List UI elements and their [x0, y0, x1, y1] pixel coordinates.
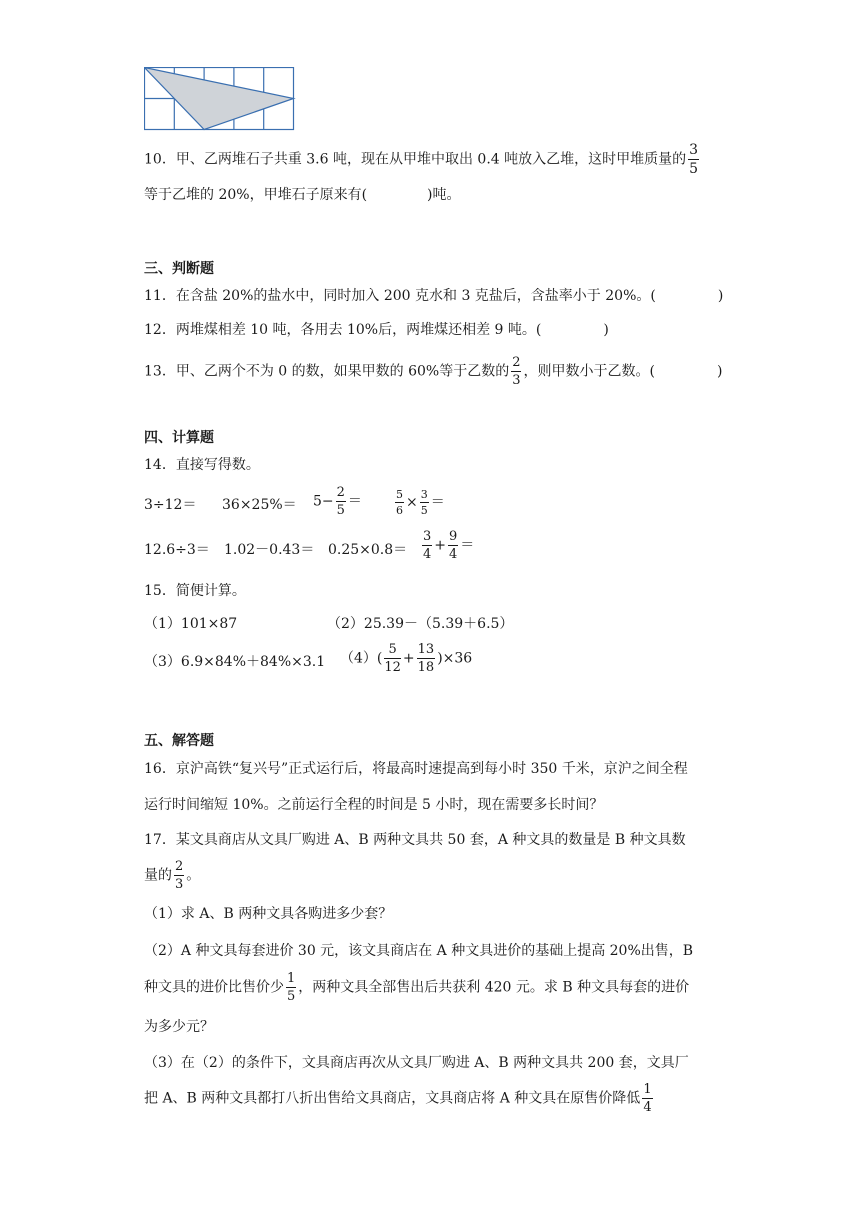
q12: 12．两堆煤相差 10 吨，各用去 10%后，两堆煤还相差 9 吨。( ): [144, 322, 609, 338]
q14: 14．直接写得数。: [144, 457, 260, 473]
q17-sub1: （1）求 A、B 两种文具各购进多少套？: [144, 906, 393, 922]
q17-sub2-line3: 为多少元？: [144, 1019, 214, 1035]
calc-p4: （4）( $\frac{5}{12}$ + $\frac{13}{18}$ )×36: [340, 642, 473, 675]
q13: 13．甲、乙两个不为 0 的数，如果甲数的 60%等于乙数的 $\frac{2}{3}$ ，则甲数小于乙数。( ): [144, 355, 723, 388]
q17-sub3-line2: 把 A、B 两种文具都打八折出售给文具商店，文具商店将 A 种文具在原售价降低 $\frac{1}{4}$: [144, 1082, 652, 1115]
q17-line2: 量的 $\frac{2}{3}$ 。: [144, 859, 201, 892]
calc-r1c2: 36×25%＝: [222, 497, 297, 513]
q16-line1: 16．京沪高铁“复兴号”正式运行后，将最高时速提高到每小时 350 千米，京沪之间全程: [144, 761, 688, 777]
calc-p2: （2）25.39－（5.39＋6.5）: [327, 616, 514, 632]
section3-title: 三、判断题: [144, 261, 214, 277]
calc-r2c3: 0.25×0.8＝: [328, 542, 408, 558]
q17-sub2-line2: 种文具的进价比售价少 $\frac{1}{5}$ ，两种文具全部售出后共获利 420 元。求 B 种文具每套的进价: [144, 971, 690, 1004]
grid-figure: [144, 67, 296, 131]
q10-line1: 10．甲、乙两堆石子共重 3.6 吨，现在从甲堆中取出 0.4 吨放入乙堆，这时甲堆质量的 $\frac{3}{5}$: [144, 142, 699, 177]
q17-sub2-line1: （2）A 种文具每套进价 30 元，该文具商店在 A 种文具进价的基础上提高 20%出售，B: [144, 943, 694, 959]
q17-sub3-line1: （3）在（2）的条件下，文具商店再次从文具厂购进 A、B 两种文具共 200 套，文具厂: [144, 1055, 689, 1071]
q16-line2: 运行时间缩短 10%。之前运行全程的时间是 5 小时，现在需要多长时间？: [144, 797, 604, 813]
calc-r1c3: 5− $\frac{2}{5}$ ＝: [313, 485, 362, 518]
q11: 11．在含盐 20%的盐水中，同时加入 200 克水和 3 克盐后，含盐率小于 20%。( ): [144, 288, 724, 304]
calc-r1c4: $\frac{5}{6}$ × $\frac{3}{5}$ ＝: [396, 488, 445, 517]
calc-p3: （3）6.9×84%＋84%×3.1: [144, 654, 326, 670]
calc-r1c1: 3÷12＝: [144, 497, 197, 513]
q17-line1: 17．某文具商店从文具厂购进 A、B 两种文具共 50 套，A 种文具的数量是 B 种文具数: [144, 832, 686, 848]
q15: 15．简便计算。: [144, 583, 246, 599]
calc-r2c2: 1.02－0.43＝: [224, 542, 315, 558]
section4-title: 四、计算题: [144, 430, 214, 446]
q10-line2: 等于乙堆的 20%，甲堆石子原来有( )吨。: [144, 187, 461, 203]
calc-r2c1: 12.6÷3＝: [144, 542, 210, 558]
section5-title: 五、解答题: [144, 733, 214, 749]
q13-fraction: $\frac{2}{3}$: [512, 355, 521, 388]
calc-r2c4: $\frac{3}{4}$ + $\frac{9}{4}$ ＝: [423, 529, 475, 562]
calc-p1: （1）101×87: [144, 616, 238, 632]
q10-fraction: $\frac{3}{5}$: [689, 142, 699, 177]
